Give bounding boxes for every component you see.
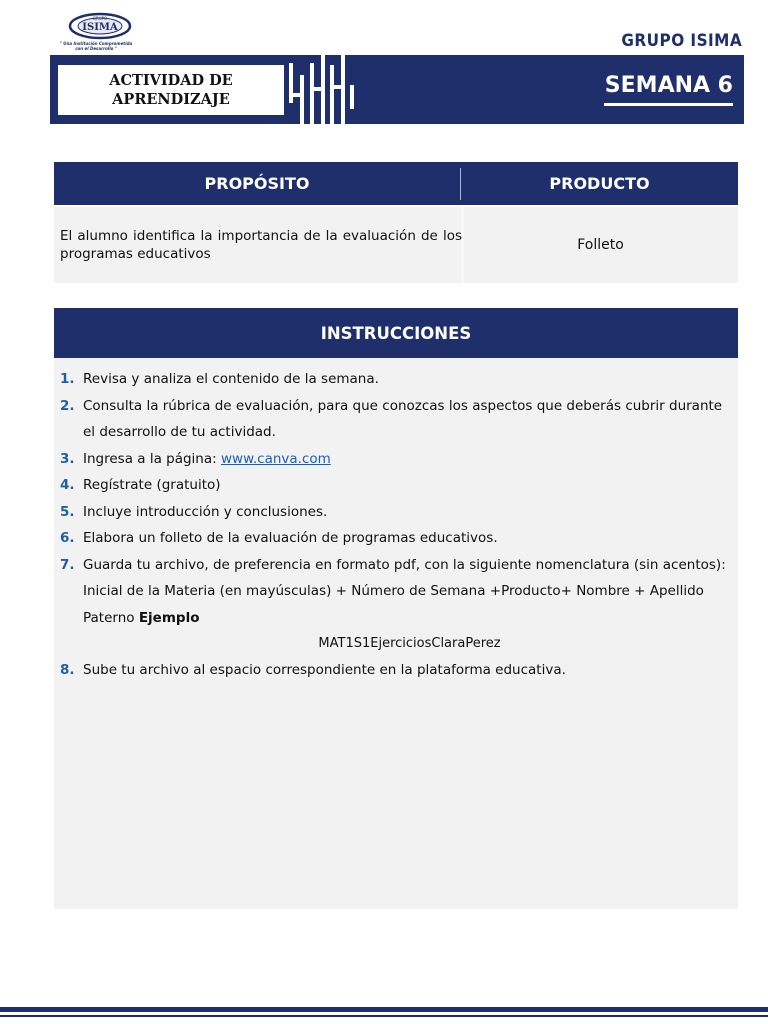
item-number: 8. bbox=[60, 662, 75, 678]
list-item bbox=[54, 552, 738, 658]
list-item bbox=[54, 366, 738, 393]
list-item bbox=[54, 472, 738, 499]
product-text: Folleto bbox=[577, 237, 624, 253]
list-item bbox=[54, 499, 738, 526]
purpose-header: PROPÓSITO bbox=[204, 174, 310, 193]
example-label: Ejemplo bbox=[138, 609, 200, 626]
footer-line bbox=[0, 1007, 768, 1012]
item-text: Revisa y analiza el contenido de la semana. bbox=[83, 371, 379, 387]
item-number: 5. bbox=[60, 503, 75, 520]
item-text: Incluye introducción y conclusiones. bbox=[83, 503, 328, 520]
product-header: PRODUCTO bbox=[549, 174, 650, 193]
instructions-title: INSTRUCCIONES bbox=[54, 308, 738, 358]
list-item bbox=[54, 525, 738, 552]
item-text: Elabora un folleto de la evaluación de programas educativos. bbox=[83, 530, 498, 546]
logo-text: ISIMA bbox=[82, 22, 118, 33]
footer-line-thin bbox=[0, 1015, 768, 1017]
activity-label: ACTIVIDAD DE APRENDIZAJE bbox=[58, 65, 284, 115]
logo-tagline: " Una Institución Comprometida con el Desarrollo " bbox=[59, 41, 133, 51]
canva-link[interactable]: www.canva.com bbox=[220, 450, 331, 467]
table-header-row bbox=[54, 162, 738, 205]
list-item bbox=[54, 393, 738, 446]
week-label: SEMANA 6 bbox=[604, 73, 733, 98]
item-text: Consulta la rúbrica de evaluación, para que conozcas los aspectos que deberás cubrir durante el desarrollo de tu actividad. bbox=[83, 397, 723, 440]
item-text: Regístrate (gratuito) bbox=[83, 477, 221, 493]
list-item bbox=[54, 446, 738, 473]
logo-small-text: GRUPO bbox=[92, 16, 108, 21]
week-underline bbox=[604, 103, 733, 106]
item-number: 1. bbox=[60, 371, 75, 387]
item-text: Ingresa a la página: bbox=[83, 450, 221, 467]
item-number: 4. bbox=[60, 477, 75, 493]
instructions-list bbox=[54, 366, 738, 684]
example-filename: MAT1S1EjerciciosClaraPerez bbox=[318, 636, 501, 651]
purpose-text: El alumno identifica la importancia de la evaluación de los programas educativos bbox=[60, 228, 462, 262]
item-number: 7. bbox=[60, 556, 75, 573]
group-name: GRUPO ISIMA bbox=[621, 31, 742, 51]
header-banner bbox=[50, 55, 744, 124]
item-text: Guarda tu archivo, de preferencia en formato pdf, con la siguiente nomenclatura (sin acentos): Inicial de la Materia (en mayúsculas) + Número de Semana +Producto+ Nombre + Apellido Paterno bbox=[83, 556, 726, 626]
purpose-product-table bbox=[54, 162, 738, 283]
item-number: 3. bbox=[60, 450, 75, 467]
instructions-panel bbox=[54, 308, 738, 909]
list-item bbox=[54, 657, 738, 684]
item-number: 6. bbox=[60, 530, 75, 546]
table-row bbox=[54, 207, 738, 283]
item-text: Sube tu archivo al espacio correspondiente en la plataforma educativa. bbox=[83, 662, 566, 678]
decorative-bars bbox=[286, 55, 358, 124]
item-number: 2. bbox=[60, 397, 75, 414]
